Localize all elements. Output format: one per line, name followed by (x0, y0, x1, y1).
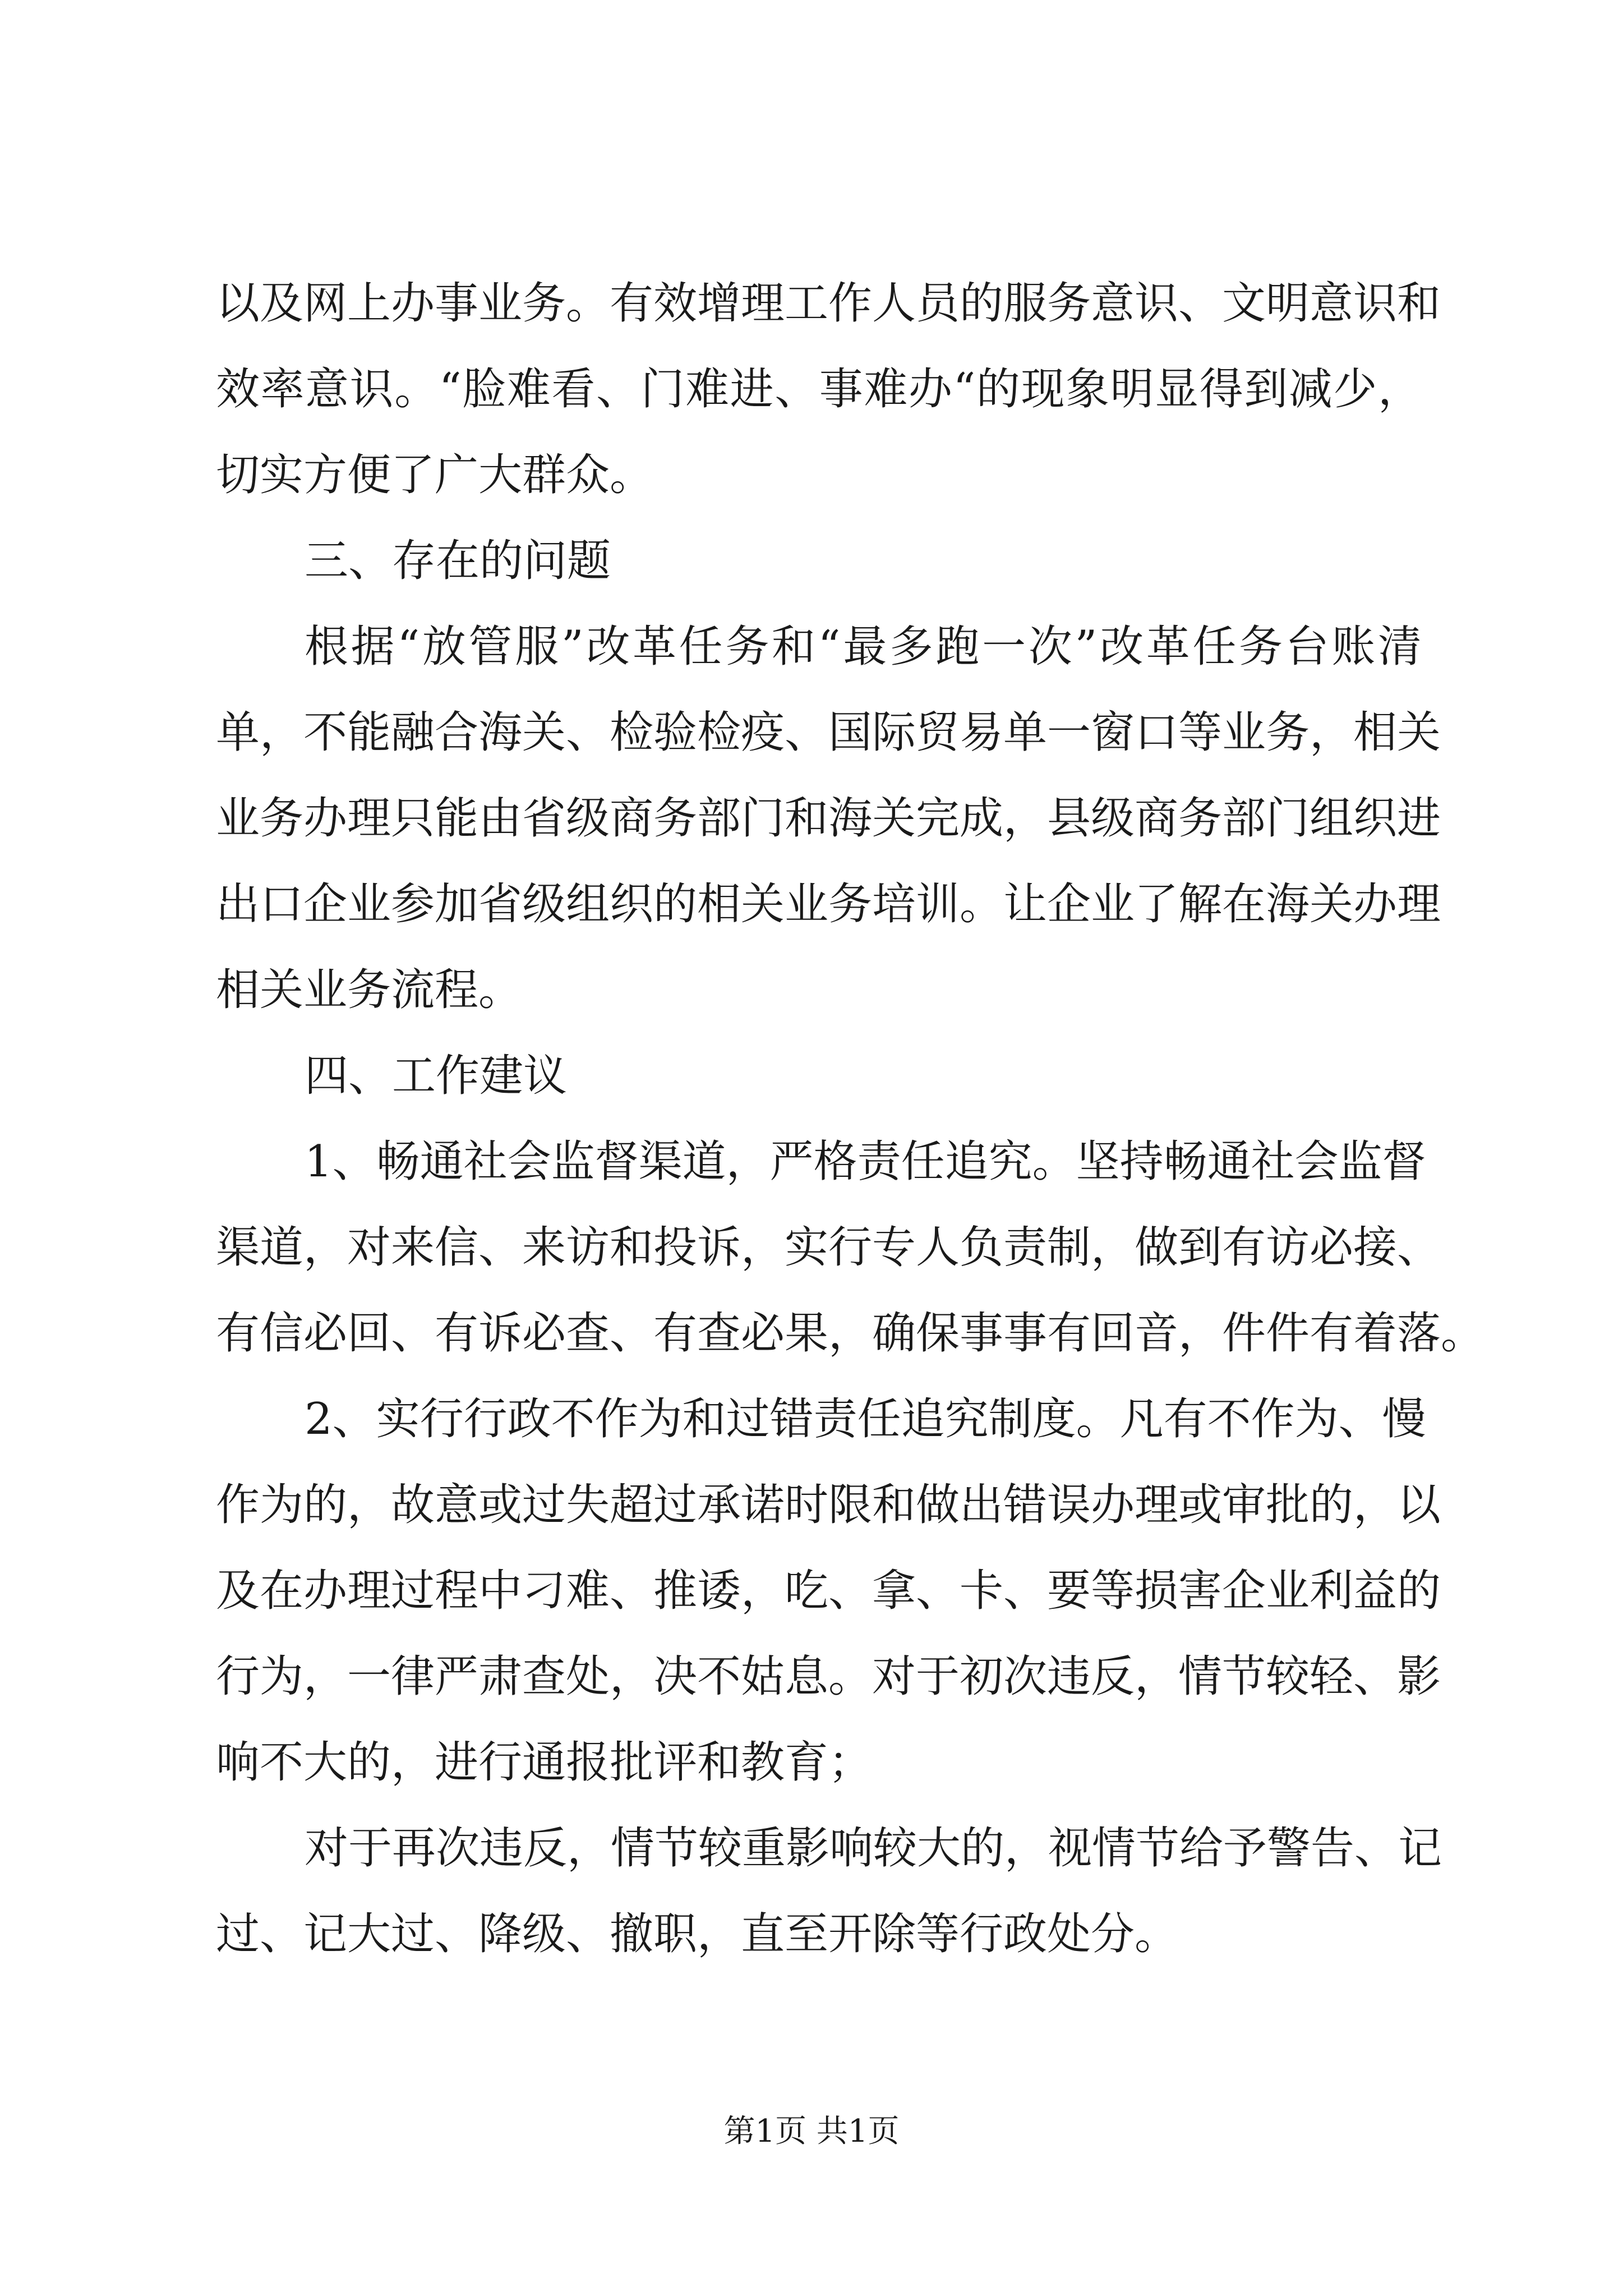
text-line: 业务办理只能由省级商务部门和海关完成，县级商务部门组织进 (216, 793, 1441, 844)
text-line: 单，不能融合海关、检验检疫、国际贸易单一窗口等业务，相关 (216, 707, 1441, 758)
text-line: 切实方便了广大群众。 (216, 450, 654, 500)
text-line: 2、实行行政不作为和过错责任追究制度。凡有不作为、慢 (305, 1394, 1426, 1444)
page-number-footer: 第1页 共1页 (723, 2113, 900, 2150)
text-line: 出口企业参加省级组织的相关业务培训。让企业了解在海关办理 (216, 879, 1441, 930)
section-heading: 三、存在的问题 (305, 536, 611, 586)
text-line: 及在办理过程中刁难、推诿，吃、拿、卡、要等损害企业利益的 (216, 1566, 1441, 1616)
text-line: 以及网上办事业务。有效增理工作人员的服务意识、文明意识和 (216, 278, 1441, 329)
text-line: 渠道，对来信、来访和投诉，实行专人负责制，做到有访必接、 (216, 1222, 1441, 1273)
text-line: 相关业务流程。 (216, 965, 523, 1015)
text-line: 效率意识。“脸难看、门难进、事难办“的现象明显得到减少， (216, 364, 1422, 415)
document-body (216, 261, 1485, 1977)
text-line: 作为的，故意或过失超过承诺时限和做出错误办理或审批的，以 (216, 1480, 1441, 1530)
section-heading: 四、工作建议 (305, 1051, 568, 1101)
text-line: 过、记大过、降级、撤职，直至开除等行政处分。 (216, 1909, 1179, 1959)
text-line: 对于再次违反，情节较重影响较大的，视情节给予警告、记 (305, 1823, 1442, 1874)
text-line: 有信必回、有诉必查、有查必果，确保事事有回音，件件有着落。 (216, 1308, 1485, 1359)
text-line: 1、畅通社会监督渠道，严格责任追究。坚持畅通社会监督 (305, 1137, 1426, 1187)
text-line: 根据“放管服”改革任务和“最多跑一次”改革任务台账清 (305, 622, 1422, 672)
text-line: 响不大的，进行通报批评和教育； (216, 1737, 873, 1788)
text-line: 行为，一律严肃查处，决不姑息。对于初次违反，情节较轻、影 (216, 1651, 1441, 1702)
